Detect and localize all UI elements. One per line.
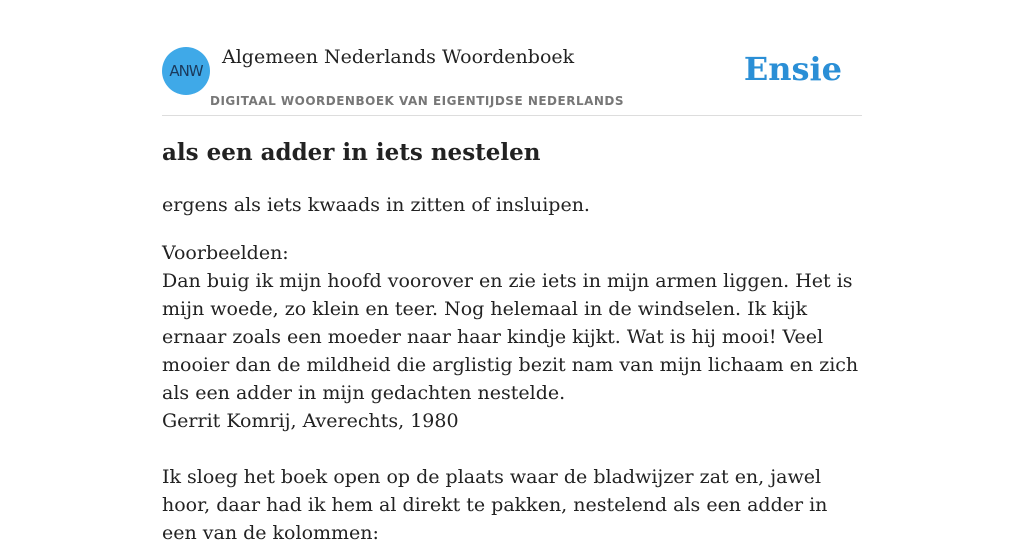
definition: ergens als iets kwaads in zitten of insluipen.	[162, 194, 590, 216]
example-text: Dan buig ik mijn hoofd voorover en zie iets in mijn armen liggen. Het is mijn woede, zo klein en teer. Nog helemaal in de windselen. Ik kijk ernaar zoals een moeder naar haar kindje kijkt. Wat is hij mooi! Veel mooier dan de mildheid die arglistig bezit nam van mijn lichaam en zich als een adder in mijn gedachten nestelde.	[162, 270, 859, 404]
logo-text: ANW	[169, 62, 203, 80]
site-header	[162, 0, 862, 116]
anw-logo[interactable]	[162, 47, 210, 95]
example-text: Ik sloeg het boek open op de plaats waar de bladwijzer zat en, jawel hoor, daar had ik hem al direkt te pakken, nestelend als een adder in een van de kolommen:	[162, 466, 828, 544]
page	[162, 0, 862, 544]
examples-label: Voorbeelden:	[162, 242, 289, 264]
site-subtitle: DIGITAAL WOORDENBOEK VAN EIGENTIJDSE NEDERLANDS	[210, 94, 625, 108]
example-source: Gerrit Komrij, Averechts, 1980	[162, 410, 459, 432]
site-title[interactable]: Algemeen Nederlands Woordenboek	[222, 46, 575, 68]
headword: als een adder in iets nestelen	[162, 139, 541, 166]
example-spacer	[162, 435, 862, 463]
examples-section	[162, 239, 862, 547]
ensie-brand-link[interactable]: Ensie	[743, 50, 842, 88]
